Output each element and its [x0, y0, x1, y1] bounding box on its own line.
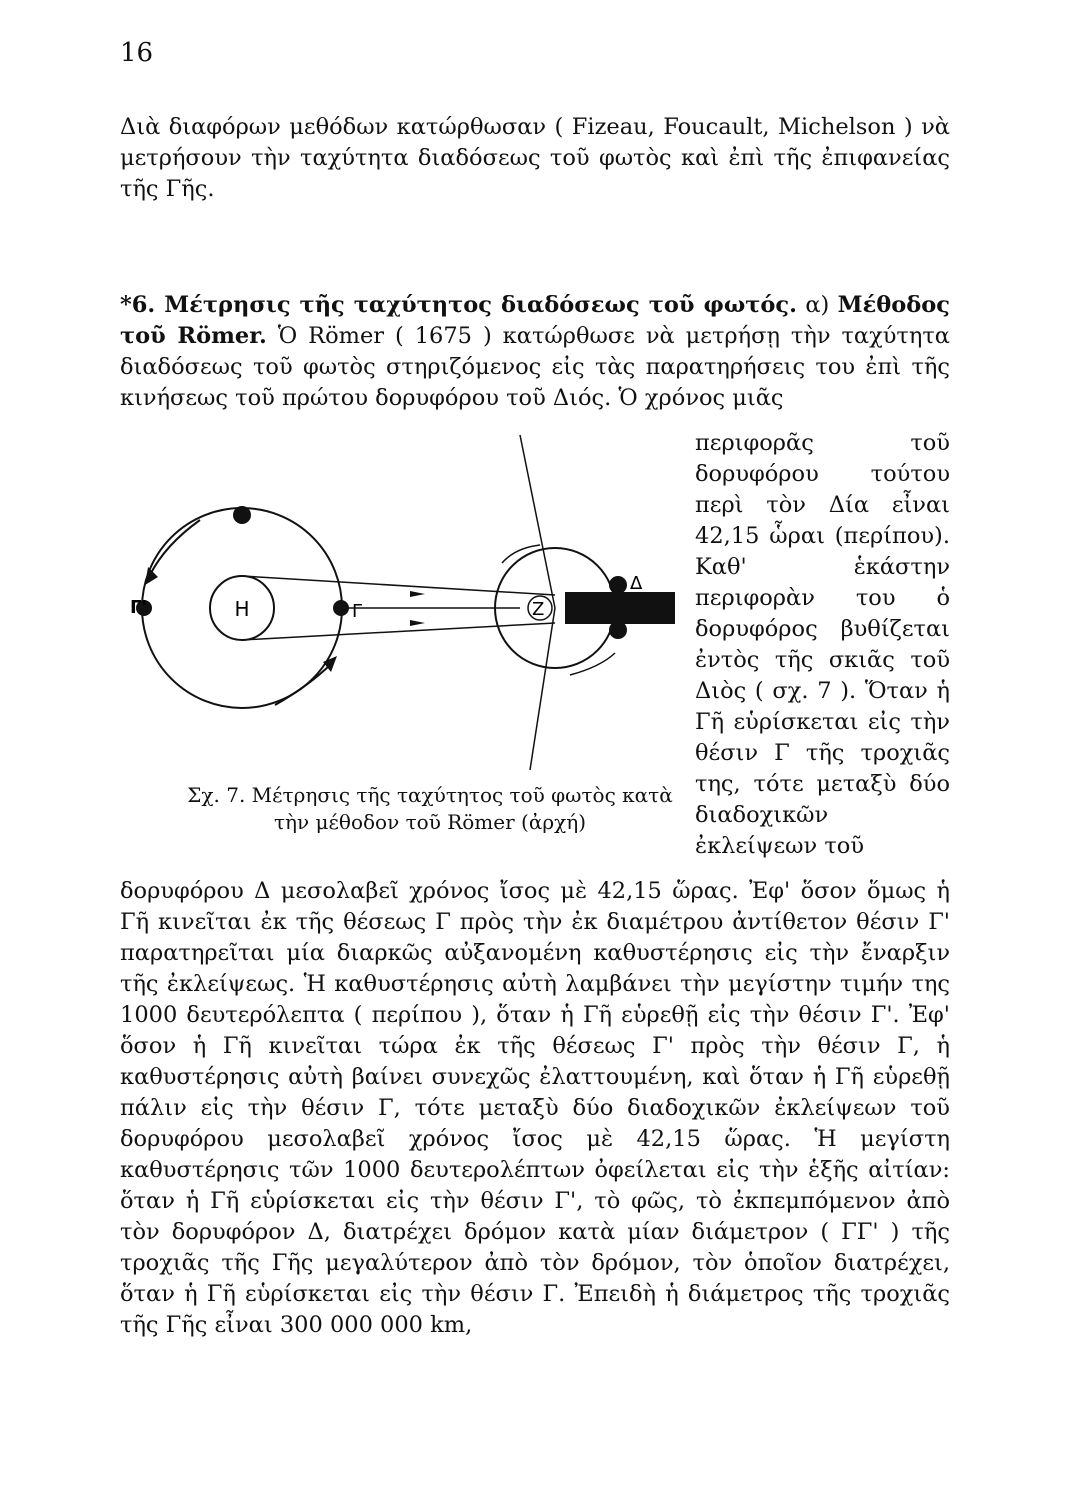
roemer-diagram-svg — [130, 445, 685, 775]
observation-line-bottom — [530, 608, 555, 770]
earth-right — [333, 600, 349, 616]
earth-label: Γ — [352, 601, 363, 622]
section-paragraph — [120, 290, 950, 414]
ray-top — [242, 576, 555, 595]
satellite-label: Δ — [630, 573, 643, 594]
section-text: Ὁ Römer ( 1675 ) κατώρθωσε νὰ μετρήσῃ τὴν ταχύτητα διαδόσεως τοῦ φωτὸς στηριζόμενος εἰς τὰς παρατηρήσεις του ἐπὶ τῆς κινήσεως τοῦ πρώτου δορυφόρου τοῦ Διός. Ὁ χρόνος μιᾶς — [120, 323, 950, 411]
satellite-bottom — [609, 621, 627, 639]
subheading-label: α) — [805, 292, 830, 318]
section-heading: *6. Μέτρησις τῆς ταχύτητος διαδόσεως τοῦ φωτός. — [120, 292, 797, 318]
sun-label: Η — [234, 597, 250, 621]
motion-arc-top — [150, 520, 200, 575]
ray-bottom — [242, 623, 555, 640]
jupiter-label: Ζ — [532, 599, 545, 620]
main-paragraph: δορυφόρου Δ μεσολαβεῖ χρόνος ἴσος μὲ 42,15 ὥρας. Ἐφ' ὅσον ὅμως ἡ Γῆ κινεῖται ἐκ τῆς θέσεως Γ πρὸς τὴν ἐκ διαμέτρου ἀντίθετον θέσιν Γ' παρατηρεῖται μία διαρκῶς αὐξανομένη καθυστέρησις εἰς τὴν ἔναρξιν τῆς ἐκλείψεως. Ἡ καθυστέρησις αὐτὴ λαμβάνει τὴν μεγίστην τιμήν της 1000 δευτερόλεπτα ( περίπου ), ὅταν ἡ Γῆ εὑρεθῇ εἰς τὴν θέσιν Γ'. Ἐφ' ὅσον ἡ Γῆ κινεῖται τώρα ἐκ τῆς θέσεως Γ' πρὸς τὴν θέσιν Γ, ἡ καθυστέρησις αὐτὴ βαίνει συνεχῶς ἐλαττουμένη, καὶ ὅταν ἡ Γῆ εὑρεθῇ πάλιν εἰς τὴν θέσιν Γ, τότε μεταξὺ δύο διαδοχικῶν ἐκλείψεων τοῦ δορυφόρου μεσολαβεῖ χρόνος ἴσος μὲ 42,15 ὥρας. Ἡ μεγίστη καθυστέρησις τῶν 1000 δευτερολέπτων ὀφείλεται εἰς τὴν ἑξῆς αἰτίαν: ὅταν ἡ Γῆ εὑρίσκεται εἰς τὴν θέσιν Γ', τὸ φῶς, τὸ ἐκπεμπόμενον ἀπὸ τὸν δορυφόρον Δ, διατρέχει δρόμον κατὰ μίαν διάμετρον ( ΓΓ' ) τῆς τροχιᾶς τῆς Γῆς μεγαλύτερον ἀπὸ τὸν δρόμον, τὸν ὁποῖον διατρέχει, ὅταν ἡ Γῆ εὑρίσκεται εἰς τὴν θέσιν Γ. Ἐπειδὴ ἡ διάμετρος τῆς τροχιᾶς τῆς Γῆς εἶναι 300 000 000 km, — [120, 878, 950, 1338]
figure-caption: Σχ. 7. Μέτρησις τῆς ταχύτητος τοῦ φωτὸς κατὰ τὴν μέθοδον τοῦ Römer (ἀρχή) — [187, 783, 673, 834]
side-text: περιφορᾶς τοῦ δορυφόρου τούτου περὶ τὸν Δία εἶναι 42,15 ὧραι (περίπου). Καθ' ἑκάστην περιφορὰν του ὁ δορυφόρος βυθίζεται ἐντὸς τῆς σκιᾶς τοῦ Διὸς ( σχ. 7 ). Ὅταν ἡ Γῆ εὑρίσκεται εἰς τὴν θέσιν Γ τῆς τροχιᾶς της, τότε μεταξὺ δύο διαδοχικῶν ἐκλείψεων τοῦ — [695, 430, 950, 859]
arrow-ray-1 — [410, 591, 425, 597]
earth-top — [233, 506, 251, 524]
intro-paragraph: Διὰ διαφόρων μεθόδων κατώρθωσαν ( Fizeau, Foucault, Michelson ) νὰ μετρήσουν τὴν ταχύτητα διαδόσεως τοῦ φωτὸς καὶ ἐπὶ τῆς ἐπιφανείας τῆς Γῆς. — [120, 114, 950, 202]
jupiter-arc-top — [502, 545, 540, 563]
jupiter-shadow — [565, 592, 675, 624]
figure-7-diagram — [130, 445, 685, 775]
page-number: 16 — [120, 38, 154, 68]
earth-opposite-label: Γ' — [130, 597, 147, 618]
observation-line-top — [520, 435, 555, 608]
subheading: Μέθοδος τοῦ Römer. — [120, 292, 950, 349]
arrow-ray-2 — [410, 620, 425, 626]
satellite-top — [609, 576, 627, 594]
motion-arrow-top — [145, 567, 158, 585]
